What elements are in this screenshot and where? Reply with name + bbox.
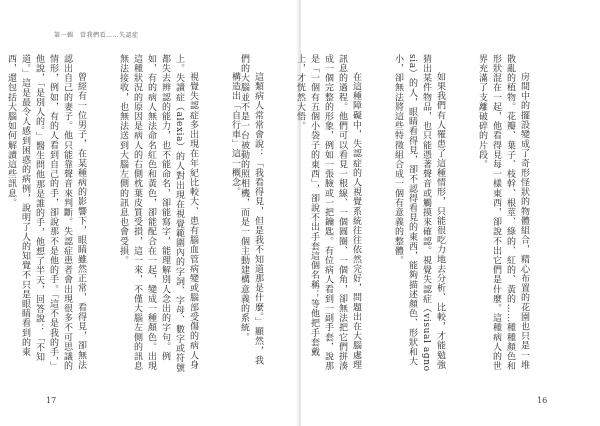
right-page xyxy=(239,0,600,426)
right-page-number: 16 xyxy=(537,396,548,405)
right-paragraph-2: 如果我們有人罹患了這種情形，只能很吃力地去分析、比較，才能勉強猜出某件物品，也只能憑著聲音或觸摸來確認。視覺失認症（visual agnosia）的人，眼睛看得見，卻不認得看見的東西，能夠描述顏色、形狀和大小，卻無法將這些特徵組合成一個有意義的整體。 xyxy=(393,54,445,372)
left-paragraph-3: 曾經有一位男子，在某種病的影響下，眼睛雖然正常，看得見，卻無法認出自己的妻子。他只能靠聲音來判斷。失認症患者會出現很多不可思議的情形，例如，有的人看到自己的手，卻說那不是他的手。「這不是我的手，」他說，「是別人的。」醫生問他那是誰的手，他想了半天，回答說：「不知道。」這是最令人感到困惑的病例，說明了人的知覺不只是眼睛看到的東西，還包括大腦如何解讀這些訊息。 xyxy=(6,54,86,372)
right-paragraph-3: 在這種障礙中，失認症的人視覺系統往往依然完好，問題出在大腦處理訊息的過程。他們可以看見一根線、一個圓圈、一個角，卻無法把它們拼湊成一個完整的形象，例如一張臉或一把鑰匙。有位病人看到一副手套，說那是「一個有五個小袋子的東西」，卻說不出手套這個名稱；等他把手套戴上，才恍然大悟。 xyxy=(295,54,361,371)
right-paragraph-1: 房間中的擺設變成了奇形怪狀的物體組合，精心布置的花園也只是一堆散亂的植物。花瓣、葉子、枝幹、根莖、綠的、紅的、黃的……種種顏色和形狀混在一起，他看得見每一樣東西，卻說不出它們是什麼。這種病人的世界充滿了支離破碎的片段。 xyxy=(477,54,529,371)
left-paragraph-1: 構造出「自行車」這一概念。 xyxy=(230,72,240,197)
right-paragraph-4: 這類病人常常會說：「我看得見，但是我不知道那是什麼。」顯然，我們的大腦並不是一台被動的照相機，而是一個主動建構意義的系統。 xyxy=(239,54,263,366)
right-page-body xyxy=(239,54,559,374)
left-page-number: 17 xyxy=(46,396,57,405)
running-head: 第一輯 當我們看……失認症 xyxy=(54,32,139,39)
left-paragraph-2: 視覺失認症多出現在年紀比較大、患有腦血管病變或腦部受傷的病人身上。失讀症（alexia）的人對出現在視覺範圍內的字詞、字母、數字或符號都失去辨認的能力，也不能命名，卻能寫字，能理解別人念出的字句。例如，有的病人無法命名紅色和黃色，卻能配合在一起，變成一種顏色。出現這種狀況的原因是病人的右側枕葉皮質受損，這一來，不僅大腦左側的訊息無法接收，也無法送到大腦左側的訊息也會受損。 xyxy=(118,54,198,373)
